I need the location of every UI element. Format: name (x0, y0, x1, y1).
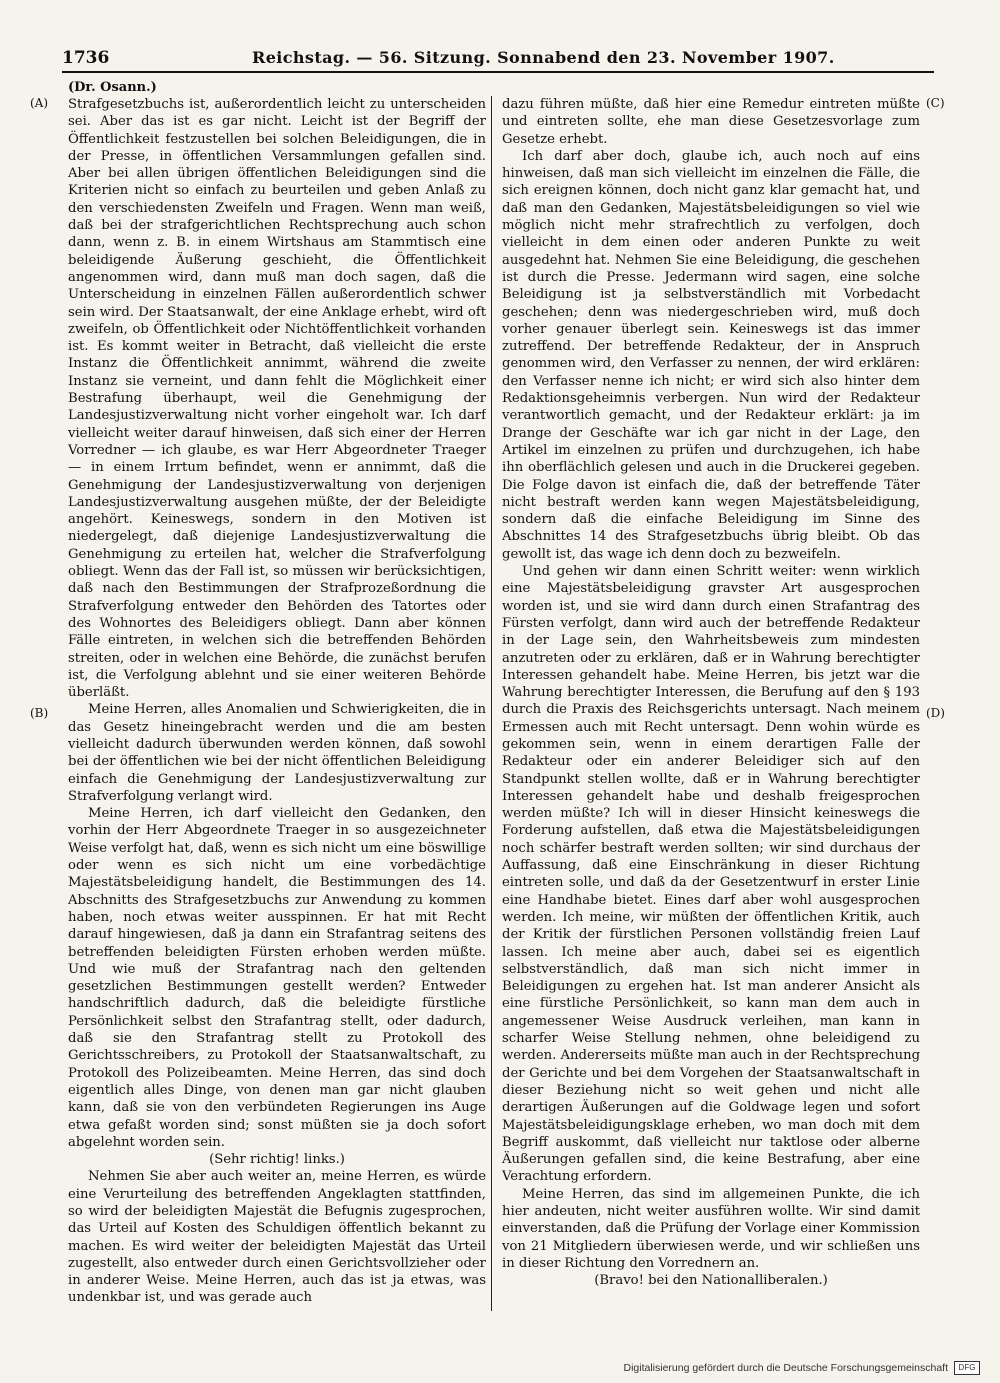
header-rule (62, 71, 934, 73)
right-column (502, 96, 920, 1316)
interjection: (Sehr richtig! links.) (209, 1152, 345, 1168)
speaker-tag: (Dr. Osann.) (68, 80, 157, 95)
page-number: 1736 (62, 48, 110, 68)
page-header (62, 48, 934, 72)
left-column (68, 96, 486, 1306)
paragraph: Meine Herren, alles Anomalien und Schwierigkeiten, die in das Gesetz hineingebracht werden und die am besten vielleicht dadurch überwunden werden können, daß sowohl bei der öffentlichen wie bei der nicht öffentlichen Beleidigung einfach die Genehmigung der Landesjustizverwaltung zur Strafverfolgung verlangt wird. (68, 702, 486, 804)
paragraph: Meine Herren, das sind im allgemeinen Punkte, die ich hier andeuten, nicht weiter ausführen wollte. Wir sind damit einverstanden, daß die Prüfung der Vorlage einer Kommission von 21 Mitgliedern überwiesen werde, und wir schließen uns in dieser Richtung den Vorrednern an. (502, 1186, 920, 1271)
paragraph: Meine Herren, ich darf vielleicht den Gedanken, den vorhin der Herr Abgeordnete Traeger in so ausgezeichneter Weise verfolgt hat, daß, wenn es sich nicht um eine böswillige oder wenn es sich nicht um eine vorbedächtige Majestätsbeleidigung handelt, die Bestimmungen des 14. Abschnitts des Strafgesetzbuchs zur Anwendung zu kommen haben, noch etwas weiter ausspinnen. Er hat mit Recht darauf hingewiesen, daß ja dann ein Strafantrag seitens des betreffenden beleidigten Fürsten erhoben werden müßte. Und wie muß der Strafantrag nach den geltenden gesetzlichen Bestimmungen gestellt werden? Entweder handschriftlich dadurch, daß die beleidigte fürstliche Persönlichkeit selbst den Strafantrag stellt, oder dadurch, daß sie den Strafantrag stellt zu Protokoll des Gerichtsschreibers, zu Protokoll der Staatsanwaltschaft, zu Protokoll des Polizeibeamten. Meine Herren, das sind doch eigentlich alles Dinge, von denen man gar nicht glauben kann, daß sie von den verbündeten Regierungen ins Auge etwa gefaßt worden sind; sonst müßten sie ja doch sofort abgelehnt worden sein. (68, 806, 486, 1150)
margin-mark-b: (B) (30, 706, 49, 720)
interjection: (Bravo! bei den Nationalliberalen.) (594, 1273, 828, 1289)
paragraph: dazu führen müßte, daß hier eine Remedur eintreten müßte und eintreten sollte, ehe man diese Gesetzesvorlage zum Gesetze erhebt. (502, 97, 920, 147)
margin-mark-c: (C) (926, 96, 945, 110)
footer-credit: Digitalisierung gefördert durch die Deutsche Forschungsgemeinschaft (623, 1362, 948, 1374)
paragraph: Nehmen Sie aber auch weiter an, meine Herren, es würde eine Verurteilung des betreffenden Angeklagten stattfinden, so wird der beleidigten Majestät die Befugnis zugesprochen, das Urteil auf Kosten des Schuldigen öffentlich bekannt zu machen. Es wird weiter der beleidigten Majestät das Urteil zugestellt, also entweder durch einen Gerichtsvollzieher oder in anderer Weise. Meine Herren, auch das ist ja etwas, was undenkbar ist, und was gerade auch (68, 1169, 486, 1306)
running-head: Reichstag. — 56. Sitzung. Sonnabend den 23. November 1907. (252, 48, 835, 67)
dfg-logo-icon: DFG (954, 1361, 980, 1375)
paragraph: Strafgesetzbuchs ist, außerordentlich leicht zu unterscheiden sei. Aber das ist es gar nicht. Leicht ist der Begriff der Öffentlichkeit festzustellen bei solchen Beleidigungen, die in der Presse, in öffentlichen Versammlungen gefallen sind. Aber bei allen übrigen öffentlichen Beleidigungen sind die Kriterien nicht so einfach zu beurteilen und geben Anlaß zu den verschiedensten Zweifeln und Fragen. Wenn man weiß, daß bei der strafgerichtlichen Rechtsprechung auch schon dann, wenn z. B. in einem Wirtshaus am Stammtisch eine beleidigende Äußerung geschieht, die Öffentlichkeit angenommen wird, dann muß man doch sagen, daß die Unterscheidung in einzelnen Fällen außerordentlich schwer sein wird. Der Staatsanwalt, der eine Anklage erhebt, wird oft zweifeln, ob Öffentlichkeit oder Nichtöffentlichkeit vorhanden ist. Es kommt weiter in Betracht, daß vielleicht die erste Instanz die Öffentlichkeit annimmt, während die zweite Instanz sie verneint, und dann fehlt die Möglichkeit einer Bestrafung überhaupt, weil die Genehmigung der Landesjustizverwaltung nicht vorher eingeholt war. Ich darf vielleicht weiter darauf hinweisen, daß sich einer der Herren Vorredner — ich glaube, es war Herr Abgeordneter Traeger — in einem Irrtum befindet, wenn er annimmt, daß die Genehmigung der Landesjustizverwaltung von derjenigen Landesjustizverwaltung ausgehen müßte, der der Beleidigte angehört. Keineswegs, sondern in den Motiven ist niedergelegt, daß diejenige Landesjustizverwaltung die Genehmigung zu erteilen hat, welcher die Strafverfolgung obliegt. Wenn das der Fall ist, so müssen wir berücksichtigen, daß nach den Bestimmungen der Strafprozeßordnung die Strafverfolgung entweder den Behörden des Tatortes oder des Wohnortes des Beleidigers obliegt. Dann aber können Fälle eintreten, in welchen sich die betreffenden Behörden streiten, oder in welchen eine Behörde, die zunächst berufen ist, die Verfolgung ablehnt und sie einer weiteren Behörde überläßt. (68, 97, 486, 701)
margin-mark-a: (A) (30, 96, 49, 110)
paragraph: Ich darf aber doch, glaube ich, auch noch auf eins hinweisen, daß man sich vielleicht im einzelnen die Fälle, die sich ereignen können, doch nicht ganz klar gemacht hat, und daß man den Gedanken, Majestätsbeleidigungen so viel wie möglich nicht mehr strafrechtlich zu verfolgen, doch vielleicht in dem einen oder anderen Punkte zu weit ausgedehnt hat. Nehmen Sie eine Beleidigung, die geschehen ist durch die Presse. Jedermann wird sagen, eine solche Beleidigung ist ja selbstverständlich mit Vorbedacht geschehen; denn was niedergeschrieben wird, muß doch vorher genauer überlegt sein. Keineswegs ist das immer zutreffend. Der betreffende Redakteur, der in Anspruch genommen wird, den Verfasser zu nennen, der wird erklären: den Verfasser nenne ich nicht; er wird sich also hinter dem Redaktionsgeheimnis verbergen. Nun wird der Redakteur verantwortlich gemacht, und der Redakteur erklärt: ja im Drange der Geschäfte war ich gar nicht in der Lage, den Artikel im einzelnen zu prüfen und durchzugehen, ich habe ihn oberflächlich gelesen und auch in die Druckerei gegeben. Die Folge davon ist einfach die, daß der betreffende Täter nicht bestraft werden kann wegen Majestätsbeleidigung, sondern daß die einfache Beleidigung im Sinne des Abschnittes 14 des Strafgesetzbuchs übrig bleibt. Ob das gewollt ist, das wage ich denn doch zu bezweifeln. (502, 148, 920, 562)
paragraph: Und gehen wir dann einen Schritt weiter: wenn wirklich eine Majestätsbeleidigung gravster Art ausgesprochen worden ist, und sie wird dann durch einen Strafantrag des Fürsten verfolgt, dann wird auch der betreffende Redakteur in der Lage sein, den Wahrheitsbeweis zum mindesten anzutreten oder zu erklären, daß er in Wahrung berechtigter Interessen gehandelt habe. Meine Herren, bis jetzt war die Wahrung berechtigter Interessen, die Berufung auf den § 193 durch die Praxis des Reichsgerichts untersagt. Nach meinem Ermessen auch mit Recht untersagt. Denn wohin würde es gekommen sein, wenn in einem derartigen Falle der Redakteur oder ein anderer Beleidiger sich auf den Standpunkt stellen wollte, daß er in Wahrung berechtigter Interessen gehandelt habe und deshalb freigesprochen werden müßte? Ich will in dieser Hinsicht keineswegs die Forderung aufstellen, daß etwa die Majestätsbeleidigungen noch schärfer bestraft werden sollten; wir sind durchaus der Auffassung, daß eine Einschränkung in dieser Richtung eintreten solle, und daß da der Gesetzentwurf in erster Linie eine Handhabe bietet. Eines darf aber wohl ausgesprochen werden. Ich meine, wir müßten der öffentlichen Kritik, auch der Kritik der fürstlichen Personen vollständig freien Lauf lassen. Ich meine aber auch, dabei sei es eigentlich selbstverständlich, daß man sich nicht immer in Beleidigungen zu ergehen hat. Ist man anderer Ansicht als eine fürstliche Persönlichkeit, so kann man dem auch in angemessener Weise Ausdruck verleihen, man kann in scharfer Weise Stellung nehmen, ohne beleidigend zu werden. Andererseits müßte man auch in der Rechtsprechung der Gerichte und bei dem Vorgehen der Staatsanwaltschaft in dieser Beziehung nicht so weit gehen und nicht alle derartigen Äußerungen auf die Goldwage legen und sofort Majestätsbeleidigungsklage erheben, wo man doch mit dem Begriff auskommt, daß vielleicht nur taktlose oder alberne Äußerungen gefallen sind, die keine Bestrafung, aber eine Verachtung erfordern. (502, 564, 920, 1185)
margin-mark-d: (D) (926, 706, 945, 720)
column-divider (491, 96, 492, 1311)
footer (623, 1361, 980, 1375)
